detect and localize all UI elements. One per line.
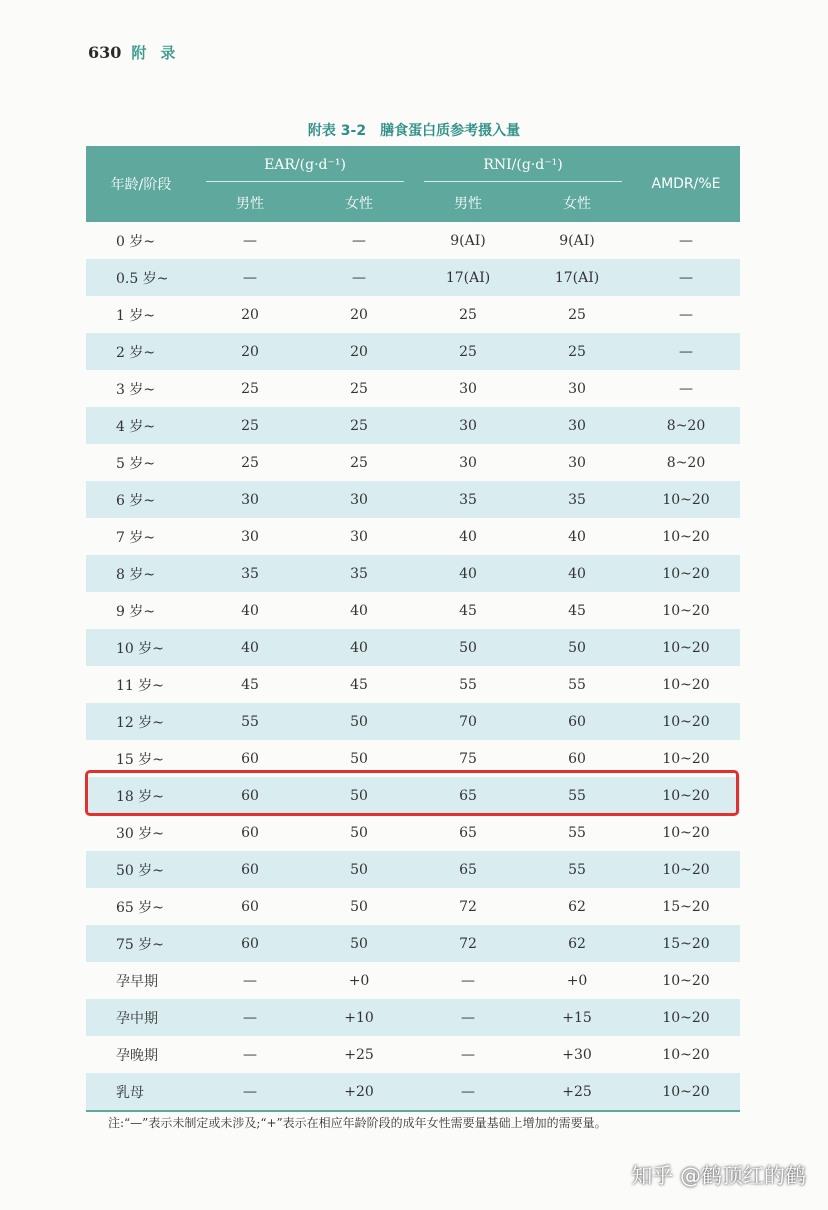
col-header-amdr: AMDR/%E [632,146,740,222]
col-header-ear-male: 男性 [196,184,304,222]
ear-female-cell: 50 [304,703,414,740]
age-cell: 18 岁~ [86,777,196,814]
rni-female-cell: 45 [522,592,632,629]
table-row [86,370,740,407]
ear-male-cell: 55 [196,703,304,740]
ear-female-cell: 50 [304,777,414,814]
rni-female-cell: 30 [522,444,632,481]
rni-male-cell: 65 [414,814,522,851]
ear-male-cell: — [196,222,304,259]
ear-female-cell: 25 [304,444,414,481]
amdr-cell: 10~20 [632,666,740,703]
amdr-cell: 8~20 [632,407,740,444]
rni-female-cell: 55 [522,777,632,814]
table-row [86,259,740,296]
age-cell: 15 岁~ [86,740,196,777]
highlight-box-18-years [85,770,739,816]
rni-female-cell: 55 [522,814,632,851]
amdr-cell: 10~20 [632,555,740,592]
amdr-cell: 10~20 [632,962,740,999]
age-cell: 3 岁~ [86,370,196,407]
ear-female-cell: +10 [304,999,414,1036]
col-header-age: 年龄/阶段 [86,146,196,222]
amdr-cell: — [632,333,740,370]
amdr-cell: — [632,370,740,407]
rni-male-cell: 35 [414,481,522,518]
ear-female-cell: — [304,259,414,296]
rni-male-cell: 50 [414,629,522,666]
amdr-cell: 10~20 [632,777,740,814]
age-cell: 7 岁~ [86,518,196,555]
age-cell: 5 岁~ [86,444,196,481]
amdr-cell: 10~20 [632,481,740,518]
table-row [86,703,740,740]
ear-male-cell: 60 [196,740,304,777]
rni-female-cell: 60 [522,740,632,777]
rni-female-cell: +0 [522,962,632,999]
amdr-cell: — [632,222,740,259]
col-header-rni-female: 女性 [522,184,632,222]
ear-male-cell: 45 [196,666,304,703]
age-cell: 乳母 [86,1073,196,1111]
age-cell: 12 岁~ [86,703,196,740]
age-cell: 0 岁~ [86,222,196,259]
ear-male-cell: 20 [196,333,304,370]
age-cell: 2 岁~ [86,333,196,370]
rni-female-cell: 55 [522,666,632,703]
table-title: 附表 3-2 膳食蛋白质参考摄入量 [307,123,521,139]
ear-male-cell: 35 [196,555,304,592]
ear-female-cell: +25 [304,1036,414,1073]
age-cell: 75 岁~ [86,925,196,962]
ear-female-cell: 50 [304,814,414,851]
ear-female-cell: 40 [304,629,414,666]
col-group-rni: RNI/(g·d⁻¹) [414,146,632,184]
rni-male-cell: — [414,1073,522,1111]
ear-male-cell: — [196,259,304,296]
footnote: 注:“—”表示未制定或未涉及;“+”表示在相应年龄阶段的成年女性需要量基础上增加的需要量。 [108,1116,607,1130]
ear-female-cell: 50 [304,888,414,925]
rni-male-cell: 25 [414,333,522,370]
amdr-cell: — [632,296,740,333]
age-cell: 孕早期 [86,962,196,999]
amdr-cell: 10~20 [632,999,740,1036]
ear-female-cell: 30 [304,481,414,518]
ear-male-cell: 40 [196,592,304,629]
rni-female-cell: 25 [522,333,632,370]
rni-female-cell: 60 [522,703,632,740]
rni-female-cell: 40 [522,518,632,555]
table-row [86,1036,740,1073]
ear-male-cell: 40 [196,629,304,666]
age-cell: 9 岁~ [86,592,196,629]
rni-male-cell: — [414,999,522,1036]
ear-male-cell: 25 [196,407,304,444]
ear-female-cell: 20 [304,296,414,333]
rni-male-cell: 65 [414,851,522,888]
ear-male-cell: 60 [196,777,304,814]
rni-female-cell: 40 [522,555,632,592]
rni-male-cell: 72 [414,888,522,925]
amdr-cell: 10~20 [632,703,740,740]
amdr-cell: 10~20 [632,518,740,555]
amdr-cell: 8~20 [632,444,740,481]
amdr-cell: 10~20 [632,1073,740,1111]
ear-female-cell: 40 [304,592,414,629]
rni-male-cell: 55 [414,666,522,703]
amdr-cell: 10~20 [632,629,740,666]
table-row [86,555,740,592]
rni-female-cell: 35 [522,481,632,518]
ear-female-cell: 25 [304,407,414,444]
col-header-rni-male: 男性 [414,184,522,222]
rni-male-cell: 75 [414,740,522,777]
ear-male-cell: 60 [196,925,304,962]
amdr-cell: 15~20 [632,925,740,962]
table-row [86,629,740,666]
table-row [86,925,740,962]
col-group-ear: EAR/(g·d⁻¹) [196,146,414,184]
ear-male-cell: 60 [196,851,304,888]
age-cell: 孕晚期 [86,1036,196,1073]
rni-male-cell: — [414,962,522,999]
amdr-cell: — [632,259,740,296]
rni-female-cell: +25 [522,1073,632,1111]
age-cell: 1 岁~ [86,296,196,333]
rni-female-cell: 30 [522,407,632,444]
table-row [86,592,740,629]
amdr-cell: 15~20 [632,888,740,925]
table-row [86,814,740,851]
rni-male-cell: 72 [414,925,522,962]
col-header-ear-female: 女性 [304,184,414,222]
ear-female-cell: 50 [304,851,414,888]
table-row [86,851,740,888]
table-row [86,444,740,481]
page-header [88,42,189,63]
rni-male-cell: 40 [414,518,522,555]
table-row [86,481,740,518]
page-number: 630 [88,43,122,62]
ear-female-cell: 45 [304,666,414,703]
rni-male-cell: 30 [414,407,522,444]
rni-female-cell: 9(AI) [522,222,632,259]
age-cell: 8 岁~ [86,555,196,592]
table-row [86,999,740,1036]
rni-male-cell: 65 [414,777,522,814]
ear-male-cell: 25 [196,444,304,481]
ear-male-cell: 30 [196,481,304,518]
amdr-cell: 10~20 [632,740,740,777]
rni-female-cell: 25 [522,296,632,333]
protein-intake-table [86,146,740,1112]
ear-male-cell: — [196,999,304,1036]
age-cell: 6 岁~ [86,481,196,518]
ear-female-cell: 35 [304,555,414,592]
rni-male-cell: 40 [414,555,522,592]
rni-female-cell: +30 [522,1036,632,1073]
amdr-cell: 10~20 [632,814,740,851]
rni-female-cell: 62 [522,925,632,962]
table-row [86,222,740,259]
ear-female-cell: 50 [304,925,414,962]
rni-female-cell: 17(AI) [522,259,632,296]
rni-female-cell: 30 [522,370,632,407]
ear-female-cell: 30 [304,518,414,555]
ear-female-cell: 25 [304,370,414,407]
age-cell: 孕中期 [86,999,196,1036]
table-row [86,1073,740,1111]
table-row [86,666,740,703]
ear-male-cell: 60 [196,888,304,925]
rni-female-cell: +15 [522,999,632,1036]
age-cell: 30 岁~ [86,814,196,851]
ear-male-cell: 60 [196,814,304,851]
amdr-cell: 10~20 [632,592,740,629]
rni-male-cell: 70 [414,703,522,740]
rni-male-cell: 45 [414,592,522,629]
ear-male-cell: — [196,1036,304,1073]
amdr-cell: 10~20 [632,1036,740,1073]
rni-female-cell: 50 [522,629,632,666]
table-row [86,407,740,444]
ear-male-cell: — [196,1073,304,1111]
rni-female-cell: 62 [522,888,632,925]
watermark: 知乎 @鹤顶红的鹤 [631,1164,806,1188]
rni-male-cell: 30 [414,370,522,407]
ear-female-cell: +0 [304,962,414,999]
ear-male-cell: 30 [196,518,304,555]
section-title: 附录 [131,44,190,62]
ear-male-cell: 20 [196,296,304,333]
age-cell: 4 岁~ [86,407,196,444]
table-row [86,888,740,925]
ear-female-cell: 20 [304,333,414,370]
table-row [86,962,740,999]
table-body [86,222,740,1111]
ear-female-cell: +20 [304,1073,414,1111]
age-cell: 11 岁~ [86,666,196,703]
rni-male-cell: 17(AI) [414,259,522,296]
age-cell: 65 岁~ [86,888,196,925]
rni-male-cell: — [414,1036,522,1073]
age-cell: 10 岁~ [86,629,196,666]
table-row [86,518,740,555]
ear-female-cell: 50 [304,740,414,777]
ear-male-cell: — [196,962,304,999]
ear-male-cell: 25 [196,370,304,407]
rni-male-cell: 25 [414,296,522,333]
rni-female-cell: 55 [522,851,632,888]
amdr-cell: 10~20 [632,851,740,888]
table-row [86,296,740,333]
rni-male-cell: 9(AI) [414,222,522,259]
rni-male-cell: 30 [414,444,522,481]
age-cell: 50 岁~ [86,851,196,888]
age-cell: 0.5 岁~ [86,259,196,296]
table-row [86,333,740,370]
ear-female-cell: — [304,222,414,259]
